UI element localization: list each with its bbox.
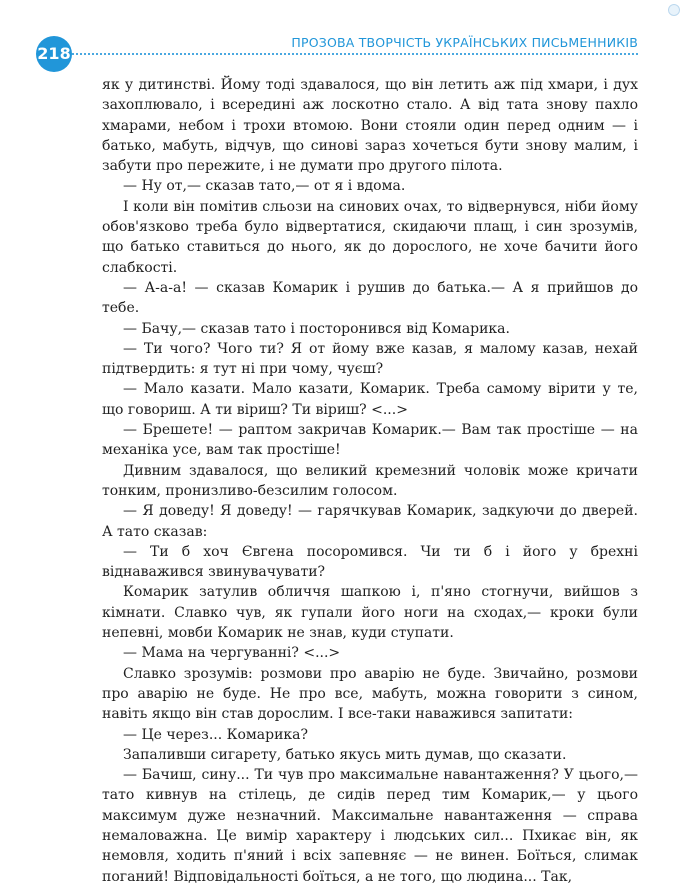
running-header-title: ПРОЗОВА ТВОРЧІСТЬ УКРАЇНСЬКИХ ПИСЬМЕННИКІВ xyxy=(291,35,638,50)
header-dotted-rule xyxy=(72,53,638,55)
paragraph-15: — Це через... Комарика? xyxy=(123,726,309,743)
paragraph-14: Славко зрозумів: розмови про аварію не буде. Звичайно, розмови про аварію не буде. Не про все, мабуть, можна говорити з сином, навіть якщо він став дорослим. І все-таки наважився запитати: xyxy=(102,665,638,723)
body-text xyxy=(102,75,638,887)
paragraph-4: — А-а-а! — сказав Комарик і рушив до батька.— А я прийшов до тебе. xyxy=(102,279,638,317)
paragraph-11: — Ти б хоч Євгена посоромився. Чи ти б і його у брехні віднаважився звинувачувати? xyxy=(102,543,638,581)
paragraph-2: — Ну от,— сказав тато,— от я і вдома. xyxy=(123,178,406,195)
paragraph-3: І коли він помітив сльози на синових очах, то відвернувся, ніби йому обов'язково треба було відвертатися, скидаючи плащ, і син зрозумів, що батько ставиться до нього, як до дорослого, не хоче бачити його слабкості. xyxy=(102,198,638,276)
paragraph-1: як у дитинстві. Йому тоді здавалося, що він летить аж під хмари, і дух захоплювало, і всередині аж лоскотно стало. А від тата знову пахло хмарами, небом і трохи втомою. Вони стояли один перед одним — і батько, мабуть, відчув, що синові зараз хочеться бути знову малим, і забути про пережите, і не думати про другого пілота. xyxy=(102,77,638,175)
page-number-badge: 218 xyxy=(36,36,72,72)
paragraph-6: — Ти чого? Чого ти? Я от йому вже казав, я малому казав, нехай підтвердить: я тут ні при чому, чуєш? xyxy=(102,340,638,378)
paragraph-10: — Я доведу! Я доведу! — гарячкував Комарик, задкуючи до дверей. А тато сказав: xyxy=(102,503,638,540)
paragraph-17: — Бачиш, сину... Ти чув про максимальне навантаження? У цього,— тато кивнув на стілець, де сидів перед тим Комарик,— у цього максимум дуже незначний. Максимальне навантаження — справа немаловажна. Це вимір характеру і людських сил... Пхикає він, як немовля, ходить п'яний і всіх запевняє — не винен. Боїться, слимак поганий! Відповідальності боїться, а не того, що людина... Так, xyxy=(102,767,638,885)
paragraph-16: Запаливши сигарету, батько якусь мить думав, що сказати. xyxy=(123,746,567,763)
paragraph-5: — Бачу,— сказав тато і посторонився від Комарика. xyxy=(123,320,510,337)
paragraph-7: — Мало казати. Мало казати, Комарик. Треба самому вірити у те, що говориш. А ти віриш? Ти віриш? <...> xyxy=(102,381,638,418)
paragraph-8: — Брешете! — раптом закричав Комарик.— Вам так простіше — на механіка усе, вам так простіше! xyxy=(102,422,638,459)
paragraph-13: — Мама на чергуванні? <...> xyxy=(123,645,341,662)
corner-mark xyxy=(668,4,680,16)
paragraph-9: Дивним здавалося, що великий кремезний чоловік може кричати тонким, пронизливо-безсилим голосом. xyxy=(102,462,638,499)
paragraph-12: Комарик затулив обличчя шапкою і, п'яно стогнучи, вийшов з кімнати. Славко чув, як гупали його ноги на сходах,— кроки були непевні, мовби Комарик не знав, куди ступати. xyxy=(102,584,638,642)
